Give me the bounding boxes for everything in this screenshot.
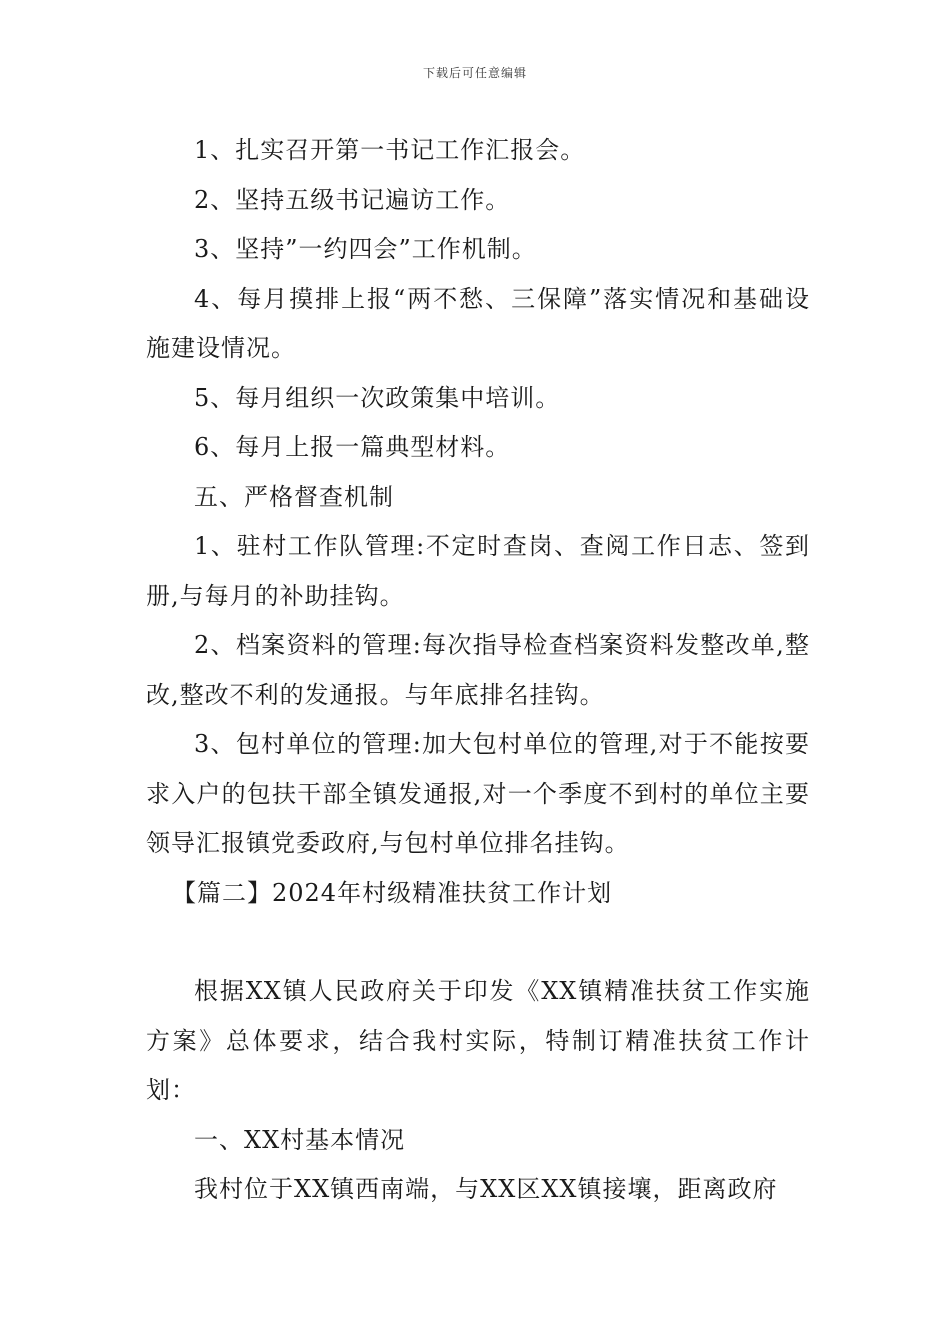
article-title: 【篇二】2024年村级精准扶贫工作计划 [172, 878, 613, 907]
paragraph-supervision-2: 2、档案资料的管理:每次指导检查档案资料发整改单,整改,整改不利的发通报。与年底排名挂钩。 [146, 631, 810, 709]
paragraph-item-2: 2、坚持五级书记遍访工作。 [194, 185, 511, 214]
paragraph-item-6: 6、每月上报一篇典型材料。 [194, 433, 511, 461]
paragraph-item-1: 1、扎实召开第一书记工作汇报会。 [194, 136, 586, 164]
blank-line [146, 918, 810, 967]
paragraph-item-5: 5、每月组织一次政策集中培训。 [194, 383, 561, 412]
paragraph-supervision-1: 1、驻村工作队管理:不定时查岗、查阅工作日志、签到册,与每月的补助挂钩。 [146, 532, 810, 610]
paragraph-supervision-3: 3、包村单位的管理:加大包村单位的管理,对于不能按要求入户的包扶干部全镇发通报,对一个季度不到村的单位主要领导汇报镇党委政府,与包村单位排名挂钩。 [146, 730, 810, 857]
document-body [146, 126, 810, 1215]
paragraph-item-4: 4、每月摸排上报“两不愁、三保障”落实情况和基础设施建设情况。 [146, 284, 810, 362]
paragraph-item-3: 3、坚持”一约四会”工作机制。 [194, 235, 537, 263]
section-heading-supervision: 五、严格督查机制 [194, 482, 394, 511]
header-note: 下载后可任意编辑 [422, 66, 527, 80]
section-heading-basic-info: 一、XX村基本情况 [194, 1125, 406, 1154]
paragraph-village-location: 我村位于XX镇西南端，与XX区XX镇接壤，距离政府 [194, 1175, 778, 1203]
paragraph-intro: 根据XX镇人民政府关于印发《XX镇精准扶贫工作实施方案》总体要求，结合我村实际，特制订精准扶贫工作计划： [146, 977, 810, 1104]
